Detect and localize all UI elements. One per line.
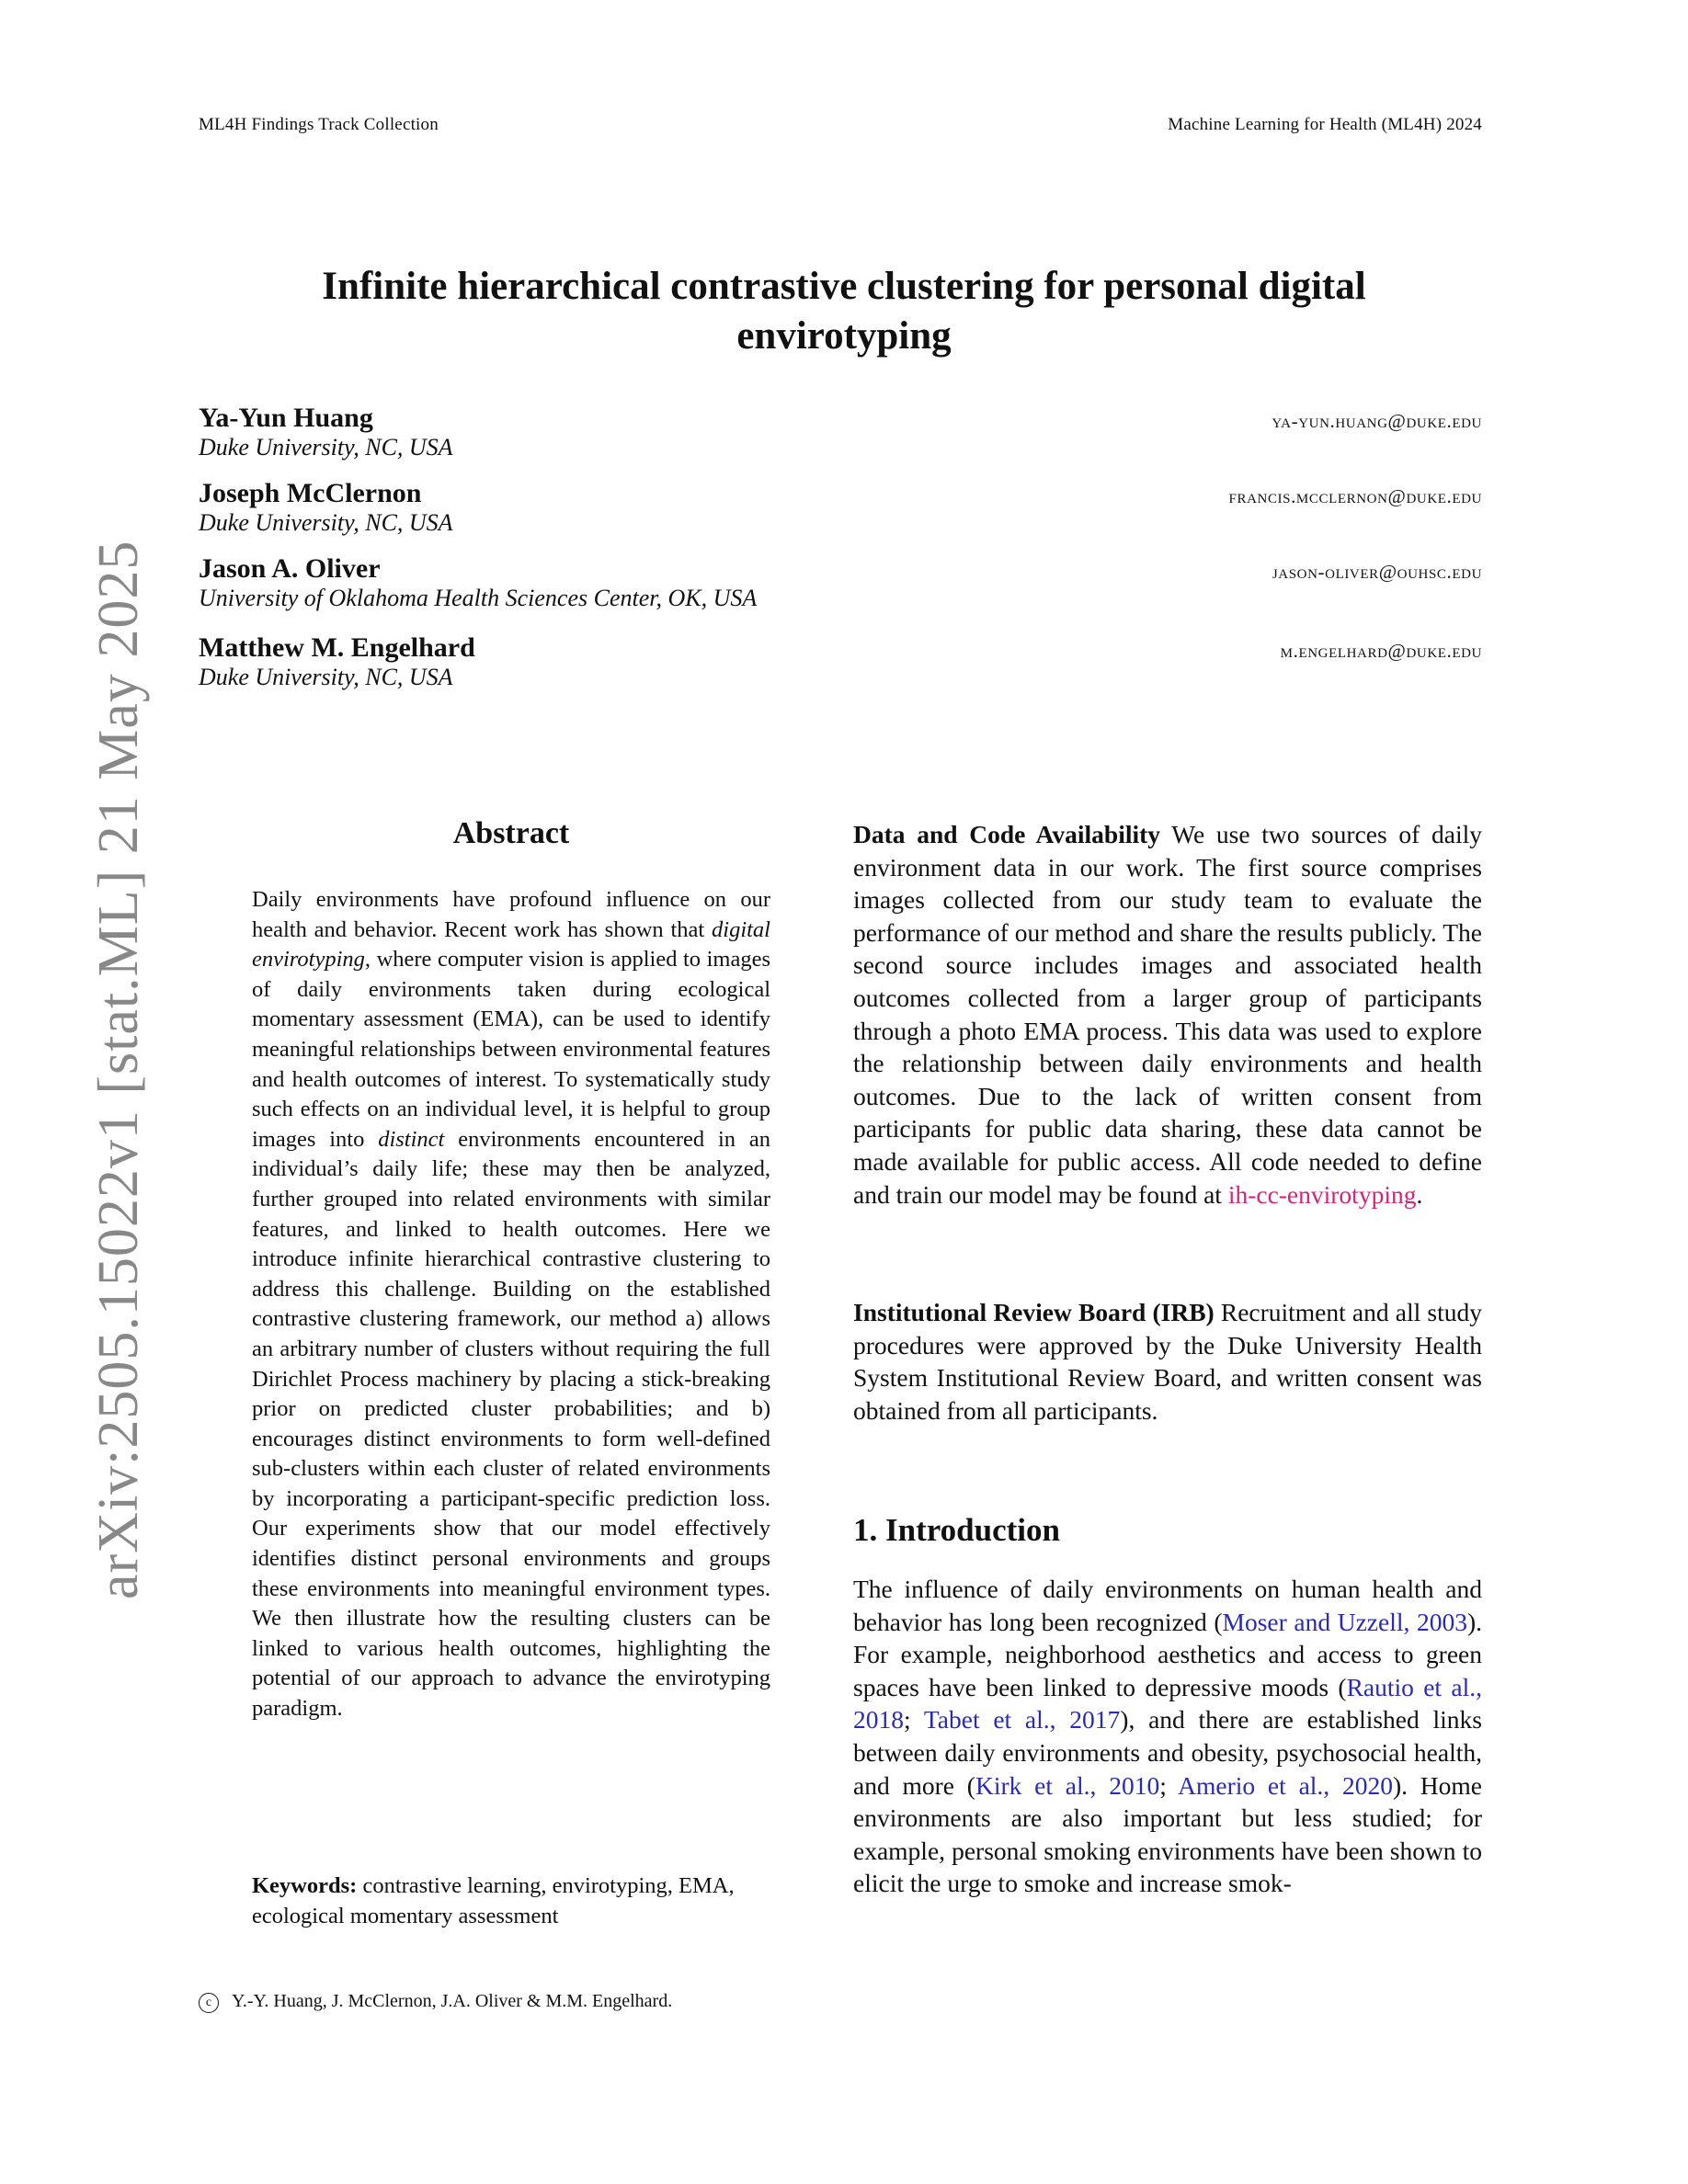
abstract-emphasis-1: digital envirotyping: [252, 916, 770, 973]
intro-text-2: ). For example, neighborhood aesthetics and access to green spaces have been linked to depressive moods (: [853, 1607, 1483, 1701]
citation-tabet[interactable]: Tabet et al., 2017: [923, 1705, 1121, 1735]
author-affiliation-2: Duke University, NC, USA: [199, 509, 453, 536]
data-availability-end: .: [1416, 1179, 1423, 1209]
author-name-4: Matthew M. Engelhard: [199, 632, 475, 663]
data-availability-paragraph: [853, 818, 1482, 1211]
intro-separator-1: ;: [904, 1705, 924, 1735]
intro-text-4: ). Home environments are also important but less studied; for example, personal smoking environments have been shown to elicit the urge to smoke and increase smok-: [853, 1770, 1482, 1898]
data-availability-heading: Data and Code Availability: [853, 820, 1161, 848]
author-name-2: Joseph McClernon: [199, 478, 422, 508]
abstract-heading: Abstract: [452, 816, 570, 850]
footer-text: Y.-Y. Huang, J. McClernon, J.A. Oliver & M.M. Engelhard.: [232, 1991, 673, 2011]
running-header-left: ML4H Findings Track Collection: [199, 115, 439, 134]
introduction-paragraph: [853, 1573, 1482, 1900]
author-email-4[interactable]: m.engelhard@duke.edu: [1280, 640, 1482, 662]
author-name-1: Ya-Yun Huang: [199, 403, 373, 433]
running-header-right: Machine Learning for Health (ML4H) 2024: [1168, 115, 1482, 134]
title-line-2: envirotyping: [736, 314, 952, 358]
intro-text-3: ), and there are established links between daily environments and obesity, psychosocial health, and more (: [853, 1705, 1482, 1800]
abstract-text-2: , where computer vision is applied to images of daily environments taken during ecological momentary assessment (EMA), can be used to identify meaningful relationships between environmental features and health outcomes of interest. To systematically study such effects on an individual level, it is helpful to group images into: [252, 947, 770, 1152]
author-affiliation-3: University of Oklahoma Health Sciences Center, OK, USA: [199, 585, 758, 611]
author-affiliation-4: Duke University, NC, USA: [199, 664, 453, 690]
irb-heading: Institutional Review Board (IRB): [853, 1298, 1215, 1326]
keywords-label: Keywords:: [252, 1873, 358, 1898]
author-email-3[interactable]: jason-oliver@ouhsc.edu: [1272, 561, 1482, 583]
author-email-1[interactable]: ya-yun.huang@duke.edu: [1272, 410, 1482, 432]
copyright-icon: c: [199, 1993, 219, 2013]
data-availability-text: We use two sources of daily environment data in our work. The first source comprises images collected from our study team to evaluate the performance of our method and share the results publicly. The second source includes images and associated health outcomes collected from a larger group of participants through a photo EMA process. This data was used to explore the relationship between daily environments and health outcomes. Due to the lack of written consent from participants for public data sharing, these data cannot be made available for public access. All code needed to define and train our model may be found at: [853, 820, 1482, 1209]
author-affiliation-1: Duke University, NC, USA: [199, 434, 453, 461]
citation-moser-uzzell[interactable]: Moser and Uzzell, 2003: [1222, 1607, 1467, 1636]
abstract-emphasis-2: distinct: [378, 1126, 445, 1152]
keywords-text: contrastive learning, envirotyping, EMA, ecological momentary assessment: [252, 1873, 735, 1928]
paper-title: [165, 262, 1523, 361]
intro-separator-2: ;: [1159, 1770, 1179, 1800]
arxiv-stamp: arXiv:2505.15022v1 [stat.ML] 21 May 2025: [87, 540, 150, 1599]
citation-rautio[interactable]: Rautio et al., 2018: [853, 1672, 1482, 1735]
irb-text: Recruitment and all study procedures were approved by the Duke University Health System Institutional Review Board, and written consent was obtained from all participants.: [853, 1298, 1482, 1425]
keywords: [252, 1871, 770, 1931]
irb-paragraph: [853, 1296, 1482, 1427]
abstract-body: [252, 885, 770, 1724]
abstract-text-1: Daily environments have profound influence on our health and behavior. Recent work has shown that: [252, 887, 770, 942]
abstract-text-3: environments encountered in an individual’s daily life; these may then be analyzed, further grouped into related environments with similar features, and linked to health outcomes. Here we introduce infinite hierarchical contrastive clustering to address this challenge. Building on the established contrastive clustering framework, our method a) allows an arbitrary number of clusters without requiring the full Dirichlet Process machinery by placing a stick-breaking prior on predicted cluster probabilities; and b) encourages distinct environments to form well-defined sub-clusters within each cluster of related environments by incorporating a participant-specific prediction loss. Our experiments show that our model effectively identifies distinct personal environments and groups these environments into meaningful environment types. We then illustrate how the resulting clusters can be linked to various health outcomes, highlighting the potential of our approach to advance the envirotyping paradigm.: [252, 1126, 771, 1722]
citation-kirk[interactable]: Kirk et al., 2010: [975, 1770, 1160, 1800]
citation-amerio[interactable]: Amerio et al., 2020: [1178, 1770, 1393, 1800]
copyright-footer: [199, 1991, 672, 2013]
code-link[interactable]: ih-cc-envirotyping: [1227, 1179, 1417, 1209]
intro-text-1: The influence of daily environments on human health and behavior has long been recognized (: [853, 1575, 1482, 1636]
introduction-heading: 1. Introduction: [853, 1512, 1060, 1548]
author-name-3: Jason A. Oliver: [199, 553, 381, 584]
author-email-2[interactable]: francis.mcclernon@duke.edu: [1228, 485, 1482, 507]
title-line-1: Infinite hierarchical contrastive clustering for personal digital: [322, 265, 1366, 308]
